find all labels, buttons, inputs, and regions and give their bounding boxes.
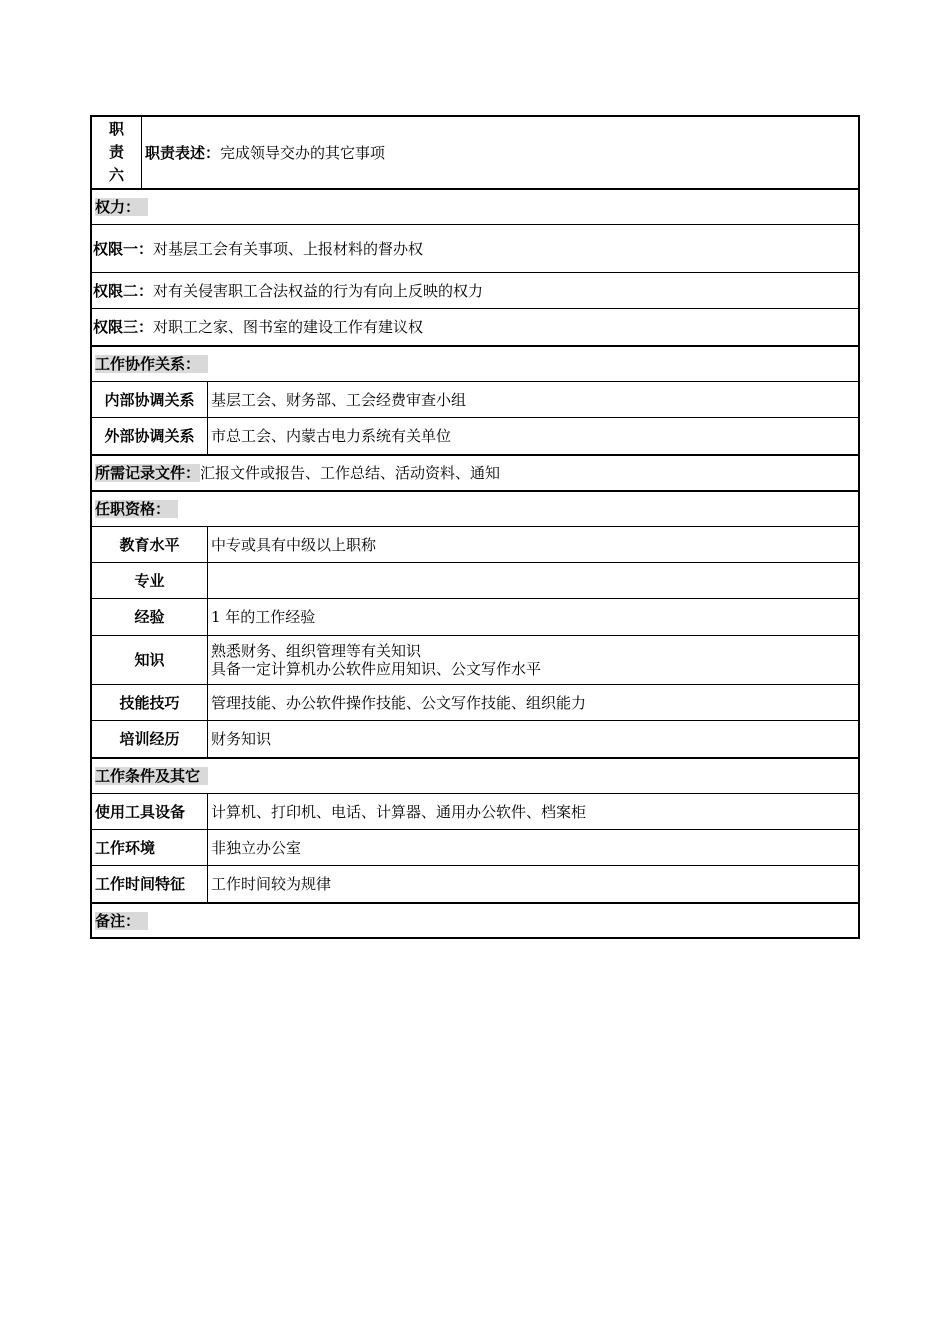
relations-label: 内部协调关系 (92, 382, 208, 417)
relations-title-cell (92, 347, 208, 381)
condition-label: 工作时间特征 (92, 866, 208, 902)
condition-row (90, 829, 860, 865)
duty-description-cell (142, 117, 385, 188)
condition-value: 计算机、打印机、电话、计算器、通用办公软件、档案柜 (211, 802, 587, 821)
power-item-text: 对基层工会有关事项、上报材料的督办权 (153, 239, 424, 258)
conditions-header-row (90, 757, 860, 793)
power-item-row (90, 272, 860, 308)
relations-header-row (90, 345, 860, 381)
power-item-label: 权限一： (93, 239, 154, 258)
duty-number-cell (92, 117, 142, 188)
qualification-value: 财务知识 (211, 730, 272, 748)
power-item-row (90, 308, 860, 345)
qualification-row (90, 562, 860, 598)
remarks-row (90, 902, 860, 939)
qualification-label: 专业 (92, 563, 208, 598)
job-description-table (90, 115, 860, 939)
condition-label: 工作环境 (92, 830, 208, 865)
duty-text: 完成领导交办的其它事项 (220, 143, 386, 162)
power-item-text: 对有关侵害职工合法权益的行为有向上反映的权力 (153, 281, 484, 300)
duty-row (90, 115, 860, 188)
remarks-cell (92, 904, 148, 937)
qualifications-title: 任职资格： (95, 500, 178, 518)
relations-row (90, 417, 860, 454)
condition-value: 工作时间较为规律 (211, 875, 332, 893)
qualification-row (90, 635, 860, 684)
condition-row (90, 793, 860, 829)
qualification-value (208, 636, 541, 684)
qualification-line: 熟悉财务、组织管理等有关知识 (211, 642, 422, 660)
qualification-line: 具备一定计算机办公软件应用知识、公文写作水平 (211, 660, 542, 678)
power-title-cell (92, 190, 148, 224)
power-item-row (90, 224, 860, 272)
qualification-row (90, 684, 860, 720)
conditions-title: 工作条件及其它 (95, 767, 208, 785)
qualification-label: 技能技巧 (92, 685, 208, 720)
qualifications-header-row (90, 490, 860, 526)
qualifications-title-cell (92, 492, 178, 526)
relations-value: 基层工会、财务部、工会经费审查小组 (211, 390, 467, 409)
records-row (90, 454, 860, 490)
relations-row (90, 381, 860, 417)
power-item-cell (92, 225, 423, 272)
qualification-label: 知识 (92, 636, 208, 684)
records-label: 所需记录文件： (95, 464, 201, 482)
power-item-cell (92, 309, 423, 345)
remarks-title: 备注： (95, 912, 148, 930)
condition-value: 非独立办公室 (211, 838, 302, 857)
qualification-row (90, 720, 860, 757)
qualification-value: 中专或具有中级以上职称 (211, 535, 377, 554)
relations-value: 市总工会、内蒙古电力系统有关单位 (211, 427, 452, 445)
duty-number-char: 六 (108, 166, 124, 184)
records-cell (92, 456, 500, 490)
power-item-cell (92, 273, 483, 308)
qualification-label: 经验 (92, 599, 208, 635)
qualification-label: 教育水平 (92, 527, 208, 562)
condition-row (90, 865, 860, 902)
records-value: 汇报文件或报告、工作总结、活动资料、通知 (200, 464, 501, 482)
qualification-row (90, 598, 860, 635)
duty-label: 职责表述： (145, 143, 221, 162)
relations-label: 外部协调关系 (92, 418, 208, 454)
power-item-text: 对职工之家、图书室的建设工作有建议权 (153, 318, 424, 336)
duty-number-char: 责 (108, 143, 124, 161)
duty-number-char: 职 (108, 120, 124, 138)
qualification-label: 培训经历 (92, 721, 208, 757)
power-item-label: 权限二： (93, 281, 154, 300)
power-title: 权力： (95, 198, 148, 216)
conditions-title-cell (92, 759, 208, 793)
qualification-value: 管理技能、办公软件操作技能、公文写作技能、组织能力 (211, 693, 587, 712)
qualification-row (90, 526, 860, 562)
relations-title: 工作协作关系： (95, 355, 208, 373)
power-header-row (90, 188, 860, 224)
condition-label: 使用工具设备 (92, 794, 208, 829)
qualification-value (208, 563, 211, 598)
power-item-label: 权限三： (93, 318, 154, 336)
qualification-value: 1 年的工作经验 (211, 608, 316, 626)
